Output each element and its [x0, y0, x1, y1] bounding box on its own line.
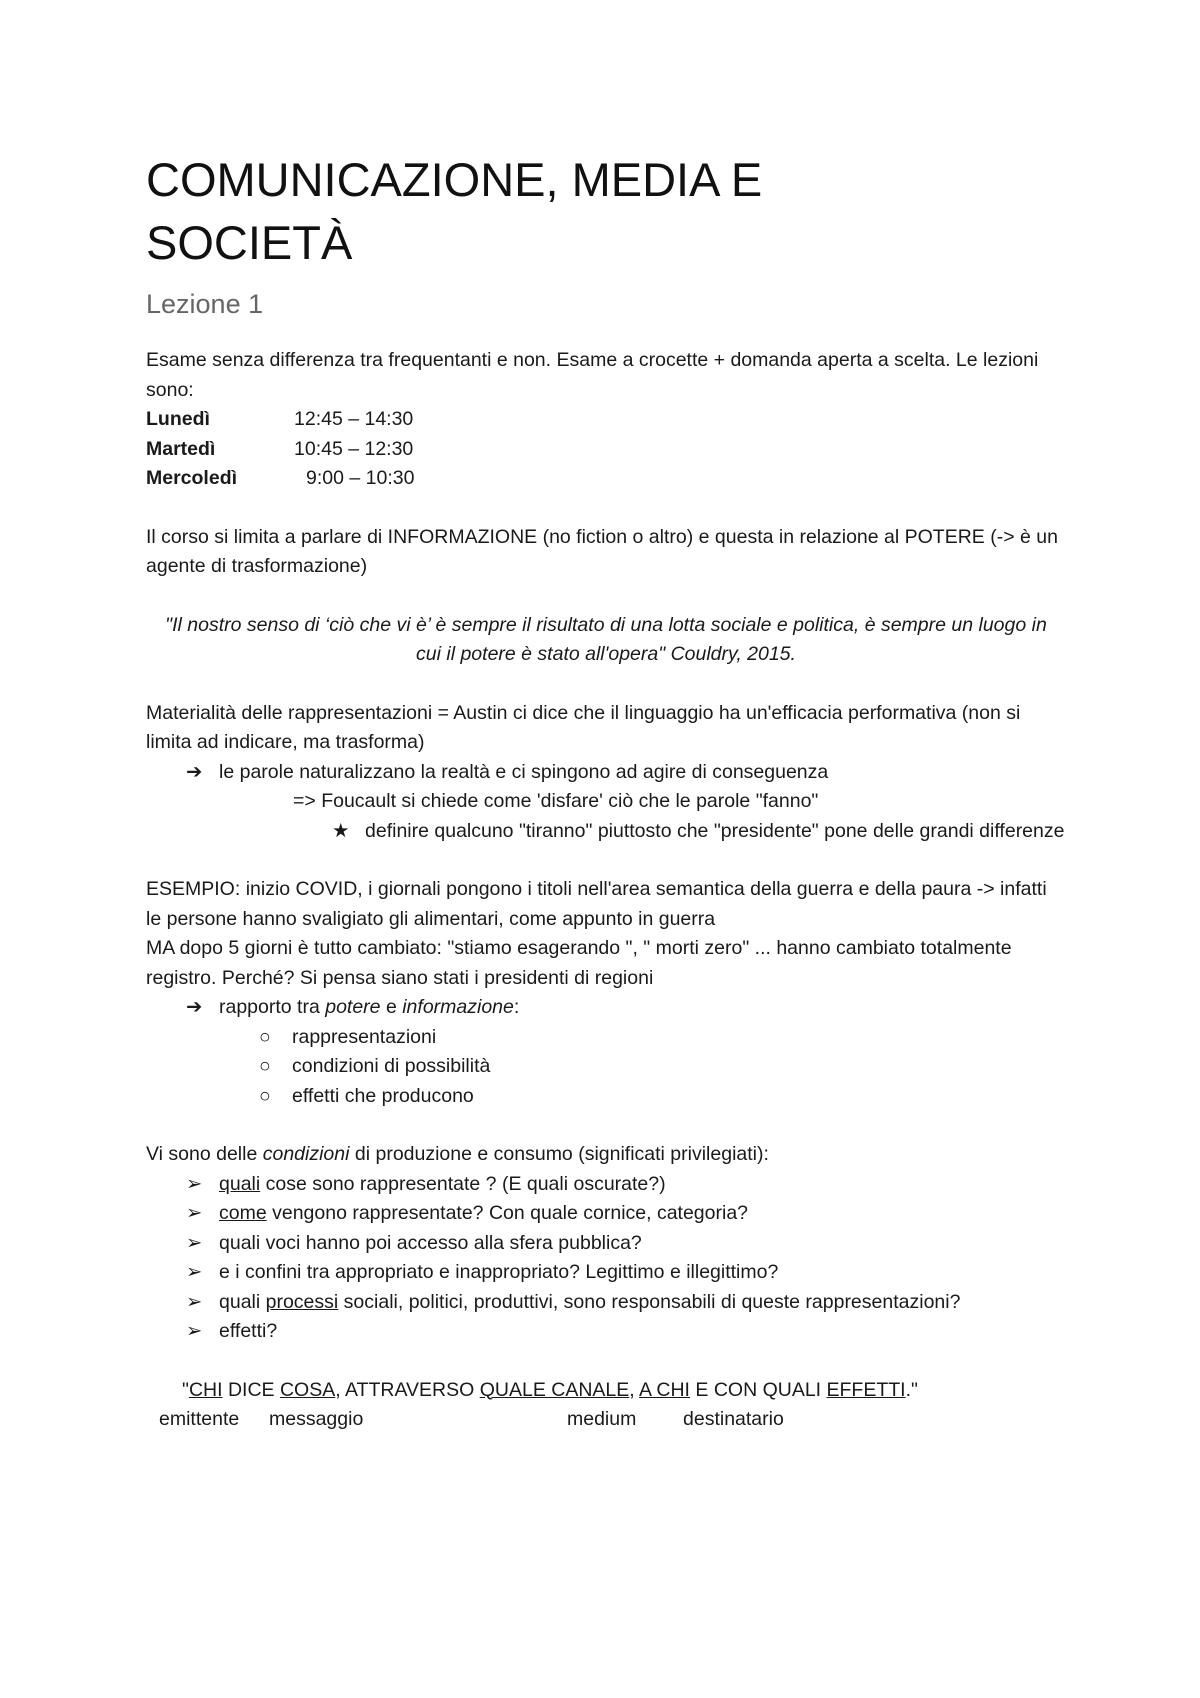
list-item	[146, 1052, 1066, 1082]
schedule-day: Mercoledì	[146, 467, 238, 489]
intro-paragraph: Esame senza differenza tra frequentanti e non. Esame a crocette + domanda aperta a scelta. Le lezioni sono:	[146, 349, 1039, 401]
foucault-line: => Foucault si chiede come 'disfare' ciò che le parole "fanno"	[293, 790, 819, 812]
text-run: cose sono rappresentate ? (E quali oscurate?)	[260, 1172, 666, 1195]
list-item	[146, 817, 1066, 847]
list-item-text	[219, 1173, 666, 1195]
text-run: , ATTRAVERSO	[335, 1378, 480, 1401]
text-run-underlined: EFFETTI	[826, 1378, 906, 1401]
text-run: vengono rappresentate? Con quale cornice, categoria?	[266, 1202, 749, 1224]
triangle-bullet-icon: ➢	[186, 1320, 203, 1342]
text-run: ."	[905, 1378, 918, 1401]
schedule	[146, 405, 1066, 494]
circle-bullet-icon: ○	[259, 1025, 271, 1048]
title-line-1: COMUNICAZIONE, MEDIA E	[146, 153, 763, 206]
text-run: sociali, politici, produttivi, sono responsabili di queste rappresentazioni?	[338, 1290, 961, 1313]
list-item-text: condizioni di possibilità	[292, 1055, 491, 1077]
example-paragraph: ESEMPIO: inizio COVID, i giornali pongono i titoli nell'area semantica della guerra e della paura -> infatti le persone hanno svaligiato gli alimentari, come appunto in guerra	[146, 878, 1047, 930]
text-run: e	[380, 996, 403, 1018]
materiality-paragraph: Materialità delle rappresentazioni = Austin ci dice che il linguaggio ha un'efficacia performativa (non si limita ad indicare, ma trasforma)	[146, 701, 1021, 753]
list-item-text: definire qualcuno "tiranno" piuttosto che "presidente" pone delle grandi differenze	[365, 819, 1065, 842]
list-item	[146, 1288, 1066, 1318]
role-label: destinatario	[683, 1408, 784, 1430]
list-item	[146, 1258, 1066, 1288]
list-item-text	[219, 996, 519, 1018]
text-run-underlined: COSA	[279, 1378, 336, 1401]
schedule-day: Martedì	[146, 437, 216, 460]
text-run: Vi sono delle	[146, 1143, 263, 1165]
list-item-text: le parole naturalizzano la realtà e ci spingono ad agire di conseguenza	[219, 760, 829, 783]
list-item	[146, 1317, 1066, 1347]
list-item-text: e i confini tra appropriato e inappropriato? Legittimo e illegittimo?	[219, 1261, 779, 1283]
couldry-quote: "Il nostro senso di ‘ciò che vi è’ è sempre il risultato di una lotta sociale e politica, è sempre un luogo in cui il potere è stato all'opera" Couldry, 2015.	[165, 613, 1047, 665]
text-run: quali	[219, 1290, 266, 1313]
list-item-text: effetti?	[219, 1320, 278, 1342]
text-run: E CON QUALI	[689, 1378, 827, 1401]
list-item-text	[219, 1202, 748, 1224]
schedule-time: 12:45 – 14:30	[294, 408, 414, 430]
list-item	[146, 1170, 1066, 1200]
text-run: rapporto tra	[219, 996, 326, 1018]
schedule-time: 9:00 – 10:30	[306, 467, 415, 489]
triangle-bullet-icon: ➢	[186, 1202, 203, 1224]
schedule-row	[146, 435, 1066, 465]
text-run: :	[513, 996, 520, 1018]
arrow-bullet-icon: ➔	[186, 996, 203, 1018]
title-line-2: SOCIETÀ	[146, 216, 353, 269]
list-item	[146, 1082, 1066, 1112]
text-run-italic: informazione	[402, 996, 514, 1018]
schedule-row	[146, 405, 1066, 435]
list-item	[146, 1023, 1066, 1053]
list-item-text	[219, 1291, 960, 1313]
text-run-italic: condizioni	[262, 1143, 350, 1165]
circle-bullet-icon: ○	[259, 1055, 271, 1077]
triangle-bullet-icon: ➢	[186, 1231, 203, 1254]
lasswell-formula	[146, 1376, 1066, 1406]
triangle-bullet-icon: ➢	[186, 1261, 203, 1283]
triangle-bullet-icon: ➢	[186, 1172, 203, 1195]
role-label: medium	[567, 1408, 637, 1430]
role-label: messaggio	[269, 1408, 364, 1430]
text-run-italic: potere	[325, 996, 381, 1018]
text-run-underlined: processi	[265, 1290, 339, 1313]
text-run-underlined: QUALE CANALE	[479, 1378, 630, 1401]
document-page	[146, 148, 1066, 1435]
role-label: emittente	[159, 1408, 240, 1430]
example-paragraph-2: MA dopo 5 giorni è tutto cambiato: "stiamo esagerando ", " morti zero" ... hanno cambiato totalmente registro. Perché? Si pensa siano stati i presidenti di regioni	[146, 937, 1012, 989]
text-run: DICE	[222, 1378, 280, 1401]
schedule-time: 10:45 – 12:30	[294, 437, 414, 460]
star-bullet-icon: ★	[332, 819, 350, 842]
list-item-text: quali voci hanno poi accesso alla sfera pubblica?	[219, 1231, 642, 1254]
text-run: di produzione e consumo (significati privilegiati):	[349, 1143, 769, 1165]
text-run-underlined: A CHI	[639, 1378, 690, 1401]
text-run-underlined: CHI	[188, 1378, 223, 1401]
list-item	[146, 1229, 1066, 1259]
text-run-underlined: quali	[219, 1172, 261, 1195]
course-paragraph: Il corso si limita a parlare di INFORMAZIONE (no fiction o altro) e questa in relazione al POTERE (-> è un agente di trasformazione)	[146, 525, 1058, 577]
circle-bullet-icon: ○	[259, 1084, 271, 1107]
document-title	[146, 148, 1066, 274]
list-item	[146, 993, 1066, 1023]
text-run: ,	[629, 1378, 640, 1401]
lesson-subtitle: Lezione 1	[146, 289, 264, 319]
formula-roles	[146, 1405, 1066, 1435]
list-item-text: rappresentazioni	[292, 1025, 437, 1048]
arrow-bullet-icon: ➔	[186, 760, 203, 783]
triangle-bullet-icon: ➢	[186, 1290, 203, 1313]
list-item	[146, 758, 1066, 788]
list-item	[146, 1199, 1066, 1229]
list-item-text: effetti che producono	[292, 1084, 474, 1107]
conditions-paragraph	[146, 1140, 1066, 1170]
schedule-day: Lunedì	[146, 408, 210, 430]
text-run-underlined: come	[219, 1202, 267, 1224]
text-run: "	[182, 1378, 189, 1401]
schedule-row	[146, 464, 1066, 494]
